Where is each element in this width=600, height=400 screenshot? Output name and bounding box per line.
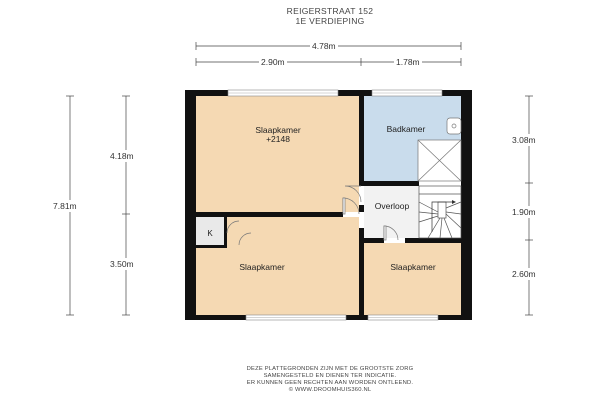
room-label-bathroom: Badkamer (386, 124, 426, 134)
bedroom-bottom-right-area (364, 243, 461, 315)
disclaimer-line-2: SAMENGESTELD EN DIENEN TER INDICATIE. (263, 373, 397, 379)
dim-right-width: 1.78m (396, 57, 420, 67)
floor-title: 1E VERDIEPING (295, 16, 365, 26)
windows-top (228, 90, 442, 96)
dim-left-top: 4.18m (110, 151, 134, 161)
disclaimer-line-1: DEZE PLATTEGRONDEN ZIJN MET DE GROOTSTE ZORG (246, 366, 414, 372)
dim-right-bottom: 2.60m (512, 269, 536, 279)
bedroom-large-area (196, 96, 359, 212)
address-title: REIGERSTRAAT 152 (286, 6, 374, 16)
dim-total-depth: 7.81m (53, 201, 77, 211)
room-label-landing: Overloop (374, 201, 410, 211)
dim-right-middle: 1.90m (512, 207, 536, 217)
room-label-closet: K (207, 229, 213, 238)
room-label-bedroom-bottom-right: Slaapkamer (390, 262, 436, 272)
room-label-bedroom-bottom-left: Slaapkamer (239, 262, 285, 272)
disclaimer-line-4: © WWW.DROOMHUIS360.NL (288, 387, 372, 393)
staircase (419, 186, 461, 238)
dim-total-width: 4.78m (312, 41, 336, 51)
dim-left-bottom: 3.50m (110, 259, 134, 269)
dim-right-top: 3.08m (512, 135, 536, 145)
windows-bottom (246, 315, 438, 320)
room-label-bedroom-large: Slaapkamer (255, 125, 301, 135)
dim-left-width: 2.90m (261, 57, 285, 67)
room-note-bedroom-large: +2148 (266, 134, 290, 144)
disclaimer-line-3: ER KUNNEN GEEN RECHTEN AAN WORDEN ONTLEEND. (246, 380, 414, 386)
